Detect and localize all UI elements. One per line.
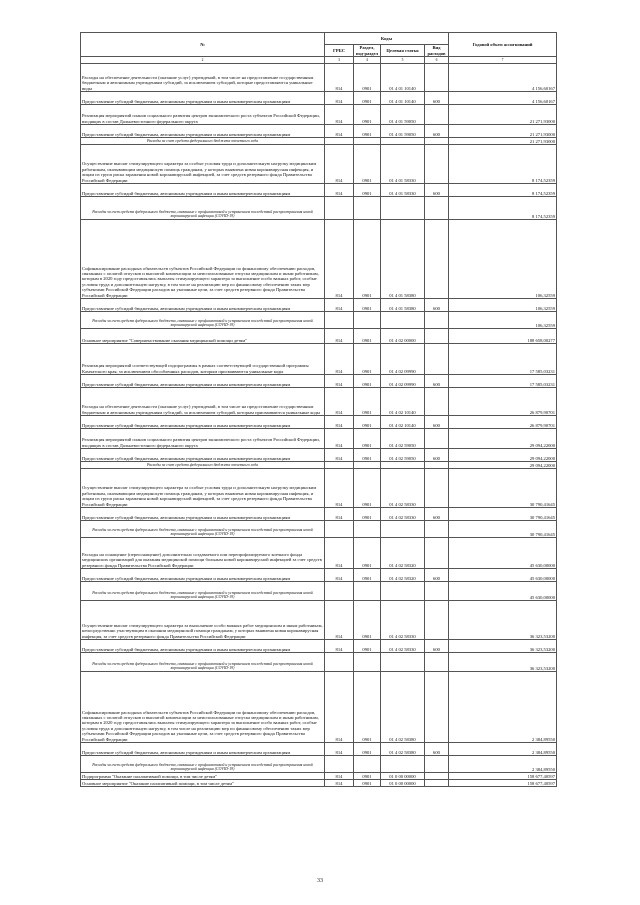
row-target-article: 01 4 02 10140 [381, 388, 425, 416]
row-grbs [325, 312, 354, 329]
row-target-article: 01 4 01 58380 [381, 220, 425, 299]
row-target-article: 01 4 02 58330 [381, 508, 425, 521]
row-description: Реализация мероприятий соответствующей подпрограммы в рамках соответствующей государственной программы Камчатского края, за исключением обособленных расходов, которым присваиваются уникальные коды [81, 344, 325, 375]
row-expense-type [425, 538, 449, 569]
table-row [81, 344, 557, 375]
table-row [81, 416, 557, 429]
column-number-row [81, 57, 557, 64]
table-note-row [81, 653, 557, 672]
row-grbs: 814 [325, 508, 354, 521]
row-description: Расходы за счет средств федерального бюджета отчетного года [81, 462, 325, 469]
row-grbs: 814 [325, 672, 354, 743]
row-expense-type: 600 [425, 184, 449, 197]
row-description: Предоставление субсидий бюджетным, автономным учреждениям и иным некоммерческим организациям [81, 508, 325, 521]
table-row [81, 299, 557, 312]
row-grbs: 814 [325, 92, 354, 105]
header-grbs: ГРБС [325, 45, 354, 57]
row-grbs: 814 [325, 329, 354, 344]
row-expense-type [425, 780, 449, 787]
row-target-article: 01 4 01 10140 [381, 64, 425, 92]
row-grbs: 814 [325, 220, 354, 299]
row-razdel [354, 138, 381, 145]
row-grbs: 814 [325, 145, 354, 184]
row-sum: 8 174,52359 [449, 145, 557, 184]
row-target-article [381, 521, 425, 538]
row-sum: 45 630,00000 [449, 569, 557, 582]
row-expense-type [425, 105, 449, 125]
row-expense-type [425, 197, 449, 220]
row-target-article [381, 582, 425, 601]
row-razdel: 0901 [354, 773, 381, 780]
row-grbs: 814 [325, 538, 354, 569]
row-expense-type [425, 773, 449, 780]
table-row [81, 125, 557, 138]
row-description: Осуществление выплат стимулирующего характера за особые условия труда и дополнительную нагрузку медицинским работникам, оказывающим медицинскую помощь гражданам, у которых выявлена новая коронавирусная инфекция, и лицам из групп риска заражения новой коронавирусной инфекцией, за счет средств резервного фонда Правительства Российской Федерации [81, 469, 325, 508]
row-grbs: 814 [325, 375, 354, 388]
row-grbs [325, 462, 354, 469]
row-sum: 4 156,60167 [449, 64, 557, 92]
row-description: Предоставление субсидий бюджетным, автономным учреждениям и иным некоммерческим организациям [81, 125, 325, 138]
row-sum: 17 585,03231 [449, 344, 557, 375]
row-description: Предоставление субсидий бюджетным, автономным учреждениям и иным некоммерческим организациям [81, 416, 325, 429]
page-number: 33 [317, 878, 323, 884]
row-target-article: 01 4 02 09990 [381, 344, 425, 375]
row-target-article: 01 4 02 09990 [381, 375, 425, 388]
row-description: Расходы за счет средств федерального бюджета, связанные с профилактикой и устранением последствий распространения новой коронавирусной инфекции (COVID-19) [81, 197, 325, 220]
row-sum: 36 323,53200 [449, 653, 557, 672]
row-razdel: 0901 [354, 145, 381, 184]
row-expense-type [425, 582, 449, 601]
row-description: Предоставление субсидий бюджетным, автономным учреждениям и иным некоммерческим организациям [81, 375, 325, 388]
row-expense-type [425, 756, 449, 773]
row-sum: 29 094,22000 [449, 449, 557, 462]
row-target-article: 01 0 00 00000 [381, 780, 425, 787]
row-razdel [354, 582, 381, 601]
row-target-article [381, 756, 425, 773]
row-razdel: 0901 [354, 449, 381, 462]
row-target-article [381, 653, 425, 672]
header-cs: Целевая статья [381, 45, 425, 57]
table-row [81, 780, 557, 787]
table-body [81, 64, 557, 787]
row-sum: 21 271,93000 [449, 138, 557, 145]
row-expense-type [425, 64, 449, 92]
header-codes: Коды [325, 33, 449, 45]
row-grbs: 814 [325, 449, 354, 462]
row-target-article: 01 4 01 59050 [381, 125, 425, 138]
row-razdel: 0901 [354, 780, 381, 787]
row-target-article: 01 4 01 10140 [381, 92, 425, 105]
table-row [81, 449, 557, 462]
row-razdel: 0901 [354, 672, 381, 743]
row-grbs [325, 521, 354, 538]
table-row [81, 538, 557, 569]
row-target-article [381, 197, 425, 220]
row-grbs: 814 [325, 299, 354, 312]
row-description: Осуществление выплат стимулирующего характера за особые условия труда и дополнительную нагрузку медицинским работникам, оказывающим медицинскую помощь гражданам, у которых выявлена новая коронавирусная инфекция, и лицам из групп риска заражения новой коронавирусной инфекцией, за счет средств резервного фонда Правительства Российской Федерации [81, 145, 325, 184]
row-expense-type [425, 601, 449, 640]
table-note-row [81, 197, 557, 220]
row-grbs: 814 [325, 601, 354, 640]
row-sum: 36 323,53200 [449, 640, 557, 653]
row-sum: 29 094,22000 [449, 429, 557, 449]
row-grbs [325, 582, 354, 601]
row-sum: 45 630,00000 [449, 538, 557, 569]
row-target-article: 01 4 01 58380 [381, 299, 425, 312]
row-target-article: 01 4 02 00000 [381, 329, 425, 344]
row-sum: 29 094,22000 [449, 462, 557, 469]
colnum-7: 7 [449, 57, 557, 64]
table-row [81, 508, 557, 521]
row-razdel [354, 197, 381, 220]
row-grbs [325, 653, 354, 672]
budget-table-page [80, 32, 556, 787]
colnum-5: 5 [381, 57, 425, 64]
table-row [81, 743, 557, 756]
row-target-article [381, 462, 425, 469]
table-note-row [81, 582, 557, 601]
row-expense-type [425, 388, 449, 416]
table-row [81, 184, 557, 197]
table-note-row [81, 138, 557, 145]
table-note-row [81, 521, 557, 538]
row-sum: 30 790,41645 [449, 521, 557, 538]
row-expense-type [425, 138, 449, 145]
row-expense-type [425, 672, 449, 743]
row-description: Расходы за счет средств федерального бюджета, связанные с профилактикой и устранением последствий распространения новой коронавирусной инфекции (COVID-19) [81, 653, 325, 672]
table-note-row [81, 462, 557, 469]
budget-table [80, 32, 557, 787]
row-expense-type [425, 429, 449, 449]
row-sum: 2 384,89550 [449, 756, 557, 773]
row-sum: 2 384,89550 [449, 672, 557, 743]
row-sum: 158 677,40597 [449, 780, 557, 787]
row-description: Расходы за счет средств федерального бюджета отчетного года [81, 138, 325, 145]
row-sum: 26 879,90701 [449, 388, 557, 416]
row-description: Предоставление субсидий бюджетным, автономным учреждениям и иным некоммерческим организациям [81, 569, 325, 582]
table-row [81, 429, 557, 449]
row-expense-type [425, 329, 449, 344]
row-razdel: 0901 [354, 743, 381, 756]
row-description: Расходы за счет средств федерального бюджета, связанные с профилактикой и устранением последствий распространения новой коронавирусной инфекции (COVID-19) [81, 756, 325, 773]
row-target-article: 01 4 02 58330 [381, 640, 425, 653]
row-grbs: 814 [325, 416, 354, 429]
row-grbs: 814 [325, 773, 354, 780]
row-description: Софинансирование расходных обязательств субъектов Российской Федерации по финансовому обеспечению расходов, связанных с оплатой отпусков и выплатой компенсации за неиспользованные отпуска медицинским и иным работникам, которым в 2020 году предоставлялись выплаты стимулирующего характера за выполнение особо важных работ, особые условия труда и дополнительную нагрузку, в том числе на реализацию мер по финансовому обеспечению таких мер субъектами Российской Федерации расходов на указанные цели, за счет средств резервного фонда Правительства Российской Федерации [81, 220, 325, 299]
colnum-4: 4 [354, 57, 381, 64]
row-description: Подпрограмма "Оказание паллиативной помощи, в том числе детям" [81, 773, 325, 780]
row-description: Предоставление субсидий бюджетным, автономным учреждениям и иным некоммерческим организациям [81, 449, 325, 462]
row-grbs: 814 [325, 388, 354, 416]
row-razdel: 0901 [354, 105, 381, 125]
row-target-article [381, 138, 425, 145]
row-grbs [325, 756, 354, 773]
row-target-article: 01 4 01 58330 [381, 184, 425, 197]
row-grbs: 814 [325, 469, 354, 508]
row-description: Реализация мероприятий планов социального развития центров экономического роста субъектов Российской Федерации, входящих в состав Дальневосточного федерального округа [81, 429, 325, 449]
row-razdel [354, 756, 381, 773]
table-row [81, 64, 557, 92]
row-description: Предоставление субсидий бюджетным, автономным учреждениям и иным некоммерческим организациям [81, 184, 325, 197]
row-expense-type [425, 220, 449, 299]
row-razdel [354, 312, 381, 329]
row-description: Расходы за счет средств федерального бюджета, связанные с профилактикой и устранением последствий распространения новой коронавирусной инфекции (COVID-19) [81, 582, 325, 601]
row-target-article: 01 4 02 58320 [381, 569, 425, 582]
colnum-6: 6 [425, 57, 449, 64]
row-razdel [354, 653, 381, 672]
row-razdel: 0901 [354, 125, 381, 138]
header-vr: Вид расходов [425, 45, 449, 57]
row-target-article: 01 4 02 58330 [381, 469, 425, 508]
row-target-article: 01 4 02 59050 [381, 429, 425, 449]
row-grbs: 814 [325, 743, 354, 756]
row-sum: 45 630,00000 [449, 582, 557, 601]
row-sum: 106,32559 [449, 299, 557, 312]
row-expense-type: 600 [425, 640, 449, 653]
row-description: Предоставление субсидий бюджетным, автономным учреждениям и иным некоммерческим организациям [81, 92, 325, 105]
row-expense-type [425, 145, 449, 184]
row-target-article: 01 4 02 59050 [381, 449, 425, 462]
row-sum: 106,32559 [449, 220, 557, 299]
header-razdel: Раздел, под-раздел [354, 45, 381, 57]
row-target-article [381, 312, 425, 329]
row-expense-type: 600 [425, 416, 449, 429]
row-expense-type [425, 521, 449, 538]
row-sum: 30 790,41645 [449, 508, 557, 521]
row-description: Основное мероприятие "Оказание паллиативной помощи, в том числе детям" [81, 780, 325, 787]
table-row [81, 773, 557, 780]
row-target-article: 01 4 02 10140 [381, 416, 425, 429]
row-description: Расходы на обеспечение деятельности (оказание услуг) учреждений, в том числе на предоставление государственным бюджетным и автономным учреждениям субсидий, за исключением субсидий, которым присваиваются уникальные коды [81, 388, 325, 416]
row-razdel: 0901 [354, 416, 381, 429]
row-grbs: 814 [325, 429, 354, 449]
row-grbs: 814 [325, 640, 354, 653]
row-razdel: 0901 [354, 184, 381, 197]
row-target-article: 01 0 00 00000 [381, 773, 425, 780]
row-sum: 158 677,40597 [449, 773, 557, 780]
row-description: Расходы за счет средств федерального бюджета, связанные с профилактикой и устранением последствий распространения новой коронавирусной инфекции (COVID-19) [81, 312, 325, 329]
row-sum: 2 384,89550 [449, 743, 557, 756]
row-expense-type: 600 [425, 569, 449, 582]
row-razdel: 0901 [354, 429, 381, 449]
row-razdel: 0901 [354, 92, 381, 105]
row-target-article: 01 4 02 58380 [381, 743, 425, 756]
row-description: Предоставление субсидий бюджетным, автономным учреждениям и иным некоммерческим организациям [81, 743, 325, 756]
row-sum: 188 658,00277 [449, 329, 557, 344]
row-sum: 26 879,90701 [449, 416, 557, 429]
row-expense-type: 600 [425, 449, 449, 462]
row-sum: 8 174,52359 [449, 184, 557, 197]
table-row [81, 469, 557, 508]
table-row [81, 672, 557, 743]
row-razdel [354, 521, 381, 538]
row-sum: 21 271,93000 [449, 105, 557, 125]
row-razdel: 0901 [354, 299, 381, 312]
row-description: Предоставление субсидий бюджетным, автономным учреждениям и иным некоммерческим организациям [81, 640, 325, 653]
table-note-row [81, 756, 557, 773]
header-num: № [81, 33, 325, 57]
row-razdel: 0901 [354, 329, 381, 344]
row-description: Расходы за счет средств федерального бюджета, связанные с профилактикой и устранением последствий распространения новой коронавирусной инфекции (COVID-19) [81, 521, 325, 538]
row-razdel: 0901 [354, 538, 381, 569]
table-row [81, 329, 557, 344]
row-grbs: 814 [325, 344, 354, 375]
row-description: Основное мероприятие "Совершенствование оказания медицинской помощи детям" [81, 329, 325, 344]
row-expense-type: 600 [425, 125, 449, 138]
row-razdel: 0901 [354, 569, 381, 582]
table-row [81, 375, 557, 388]
table-note-row [81, 312, 557, 329]
row-expense-type [425, 469, 449, 508]
row-razdel: 0901 [354, 64, 381, 92]
row-target-article: 01 4 02 58330 [381, 601, 425, 640]
row-expense-type: 600 [425, 375, 449, 388]
row-expense-type [425, 462, 449, 469]
row-description: Расходы на оснащение (переоснащение) дополнительно создаваемого или перепрофилируемого коечного фонда медицинских организаций для оказания медицинской помощи больным новой коронавирусной инфекцией за счет средств резервного фонда Правительства Российской Федерации [81, 538, 325, 569]
row-expense-type [425, 344, 449, 375]
row-target-article: 01 4 01 59050 [381, 105, 425, 125]
row-razdel: 0901 [354, 640, 381, 653]
colnum-3: 3 [325, 57, 354, 64]
row-razdel [354, 462, 381, 469]
row-expense-type: 600 [425, 743, 449, 756]
row-expense-type [425, 312, 449, 329]
table-row [81, 601, 557, 640]
table-row [81, 388, 557, 416]
row-razdel: 0901 [354, 388, 381, 416]
table-row [81, 220, 557, 299]
row-razdel: 0901 [354, 469, 381, 508]
table-row [81, 105, 557, 125]
row-grbs: 814 [325, 64, 354, 92]
row-sum: 30 790,41645 [449, 469, 557, 508]
row-sum: 4 156,60167 [449, 92, 557, 105]
row-description: Реализация мероприятий планов социального развития центров экономического роста субъектов Российской Федерации, входящих в состав Дальневосточного федерального округа [81, 105, 325, 125]
row-description: Осуществление выплат стимулирующего характера за выполнение особо важных работ медицинским и иным работникам, непосредственно участвующим в оказании медицинской помощи гражданам, у которых выявлена новая коронавирусная инфекция, за счет средств резервного фонда Правительства Российской Федерации [81, 601, 325, 640]
row-grbs [325, 197, 354, 220]
row-grbs: 814 [325, 569, 354, 582]
table-row [81, 640, 557, 653]
row-expense-type: 600 [425, 508, 449, 521]
row-razdel: 0901 [354, 508, 381, 521]
row-description: Предоставление субсидий бюджетным, автономным учреждениям и иным некоммерческим организациям [81, 299, 325, 312]
row-razdel: 0901 [354, 601, 381, 640]
row-razdel: 0901 [354, 375, 381, 388]
row-sum: 17 585,03231 [449, 375, 557, 388]
row-sum: 21 271,93000 [449, 125, 557, 138]
row-razdel: 0901 [354, 344, 381, 375]
table-row [81, 145, 557, 184]
row-sum: 106,32559 [449, 312, 557, 329]
row-expense-type: 600 [425, 92, 449, 105]
row-sum: 8 174,52359 [449, 197, 557, 220]
row-grbs: 814 [325, 125, 354, 138]
row-target-article: 01 4 01 58330 [381, 145, 425, 184]
row-description: Расходы на обеспечение деятельности (оказание услуг) учреждений, в том числе на предоставление государственным бюджетным и автономным учреждениям субсидий, за исключением субсидий, которые предоставляются уникальные виды [81, 64, 325, 92]
row-sum: 36 323,53200 [449, 601, 557, 640]
row-grbs: 814 [325, 105, 354, 125]
row-expense-type [425, 653, 449, 672]
row-razdel: 0901 [354, 220, 381, 299]
header-sum: Годовой объем ассигнований [449, 33, 557, 57]
table-row [81, 569, 557, 582]
row-expense-type: 600 [425, 299, 449, 312]
row-grbs [325, 138, 354, 145]
row-grbs: 814 [325, 780, 354, 787]
row-grbs: 814 [325, 184, 354, 197]
row-target-article: 01 4 02 58320 [381, 538, 425, 569]
colnum-1: 2 [81, 57, 325, 64]
row-description: Софинансирование расходных обязательств субъектов Российской Федерации по финансовому обеспечению расходов, связанных с оплатой отпусков и выплатой компенсации за неиспользованные отпуска медицинским и иным работникам, которым в 2020 году предоставлялись выплаты стимулирующего характера за выполнение особо важных работ, особые условия труда и дополнительную нагрузку, в том числе на реализацию мер по финансовому обеспечению таких мер субъектами Российской Федерации расходов на указанные цели, за счет средств резервного фонда Правительства Российской Федерации [81, 672, 325, 743]
table-row [81, 92, 557, 105]
row-target-article: 01 4 02 58380 [381, 672, 425, 743]
header-row-top [81, 33, 557, 45]
